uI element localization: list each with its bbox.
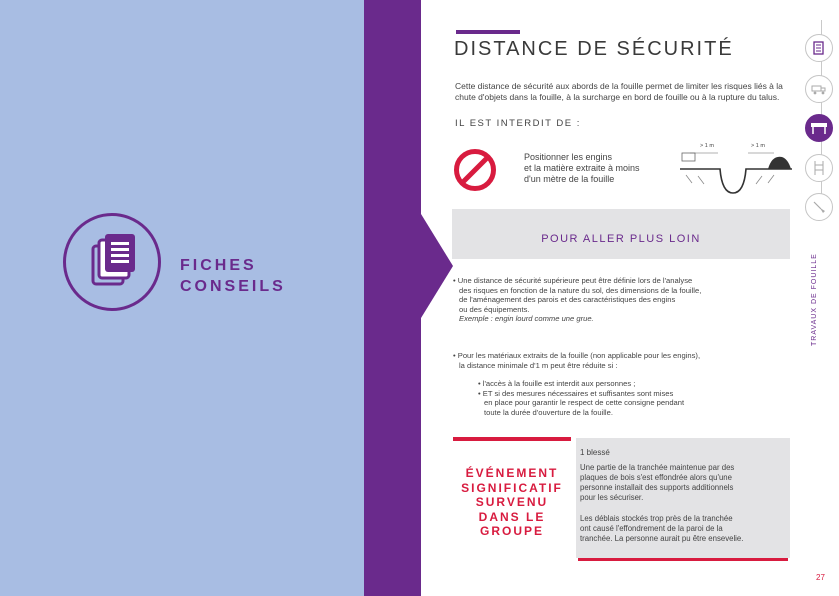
evt-line: SIGNIFICATIF — [461, 480, 563, 495]
nav-barrier[interactable] — [805, 114, 833, 142]
distance-label-left: > 1 m — [700, 143, 714, 149]
evenement-paragraph-1 — [580, 463, 780, 503]
interdit-text — [524, 152, 674, 185]
nav-shovel[interactable] — [805, 193, 833, 221]
interdit-line: d'un mètre de la fouille — [524, 174, 615, 184]
text-line: • Une distance de sécurité supérieure peut être définie lors de l'analyse — [453, 276, 693, 285]
nav-ladder[interactable] — [805, 154, 833, 182]
forbidden-icon — [453, 148, 497, 192]
trench-diagram — [678, 143, 794, 201]
text-line: tranchée. La personne aurait pu être ensevelie. — [580, 534, 744, 543]
evenement-bottom-accent — [578, 558, 788, 561]
shovel-nav-icon — [812, 200, 826, 214]
text-line: Exemple : engin lourd comme une grue. — [459, 314, 594, 324]
evt-line: SURVENU — [475, 495, 549, 509]
text-line: la distance minimale d'1 m peut être réduite si : — [459, 360, 618, 370]
document-nav-icon — [811, 40, 827, 56]
truck-nav-icon — [811, 83, 827, 95]
fiches-line1: FICHES — [180, 257, 257, 274]
blesse-count: 1 blessé — [580, 448, 610, 457]
left-panel — [0, 0, 364, 596]
text-line: Une partie de la tranchée maintenue par des — [580, 463, 735, 472]
fiches-conseils-label — [180, 255, 286, 297]
intro-line: chute d'objets dans la fouille, à la surcharge en bord de fouille ou à la rupture du talus. — [455, 92, 780, 102]
interdit-heading: IL EST INTERDIT DE : — [455, 118, 581, 129]
section-label-vertical: TRAVAUX DE FOUILLE — [811, 253, 818, 346]
text-line: pour les sécuriser. — [580, 493, 644, 502]
text-line: Les déblais stockés trop près de la tranchée — [580, 514, 733, 523]
sub-bullets — [478, 379, 778, 417]
page-title: DISTANCE DE SÉCURITÉ — [454, 38, 734, 60]
bullet-1 — [453, 276, 783, 324]
intro-text — [455, 81, 790, 103]
ladder-nav-icon — [812, 160, 826, 176]
evt-line: ÉVÉNEMENT — [465, 466, 559, 480]
evenement-paragraph-2 — [580, 514, 780, 544]
text-line: en place pour garantir le respect de cette consigne pendant — [484, 398, 685, 408]
text-line: personne installait des supports additionnels — [580, 483, 734, 492]
text-line: de l'aménagement des parois et des caractéristiques des engins — [459, 295, 676, 305]
interdit-line: Positionner les engins — [524, 152, 613, 162]
evt-line: GROUPE — [479, 524, 544, 538]
text-line: des risques en fonction de la nature du sol, des dimensions de la fouille, — [459, 285, 702, 295]
text-line: • Pour les matériaux extraits de la fouille (non applicable pour les engins), — [453, 351, 701, 360]
text-line: • l'accès à la fouille est interdit aux personnes ; — [478, 379, 636, 388]
text-line: plaques de bois s'est effondrée alors qu'une — [580, 473, 732, 482]
text-line: • ET si des mesures nécessaires et suffisantes sont mises — [478, 388, 674, 398]
documents-icon — [63, 213, 161, 311]
evt-line: DANS LE — [478, 509, 546, 524]
fiches-line2: CONSEILS — [180, 278, 286, 295]
text-line: ou des équipements. — [459, 304, 530, 314]
arrow-shape — [421, 214, 453, 318]
purple-band — [364, 0, 421, 596]
barrier-nav-icon — [810, 121, 828, 135]
title-accent — [456, 30, 520, 34]
interdit-line: et la matière extraite à moins — [524, 163, 640, 173]
evenement-title — [453, 466, 571, 539]
nav-document[interactable] — [805, 34, 833, 62]
intro-line: Cette distance de sécurité aux abords de la fouille permet de limiter les risques liés à la — [455, 81, 783, 91]
nav-truck[interactable] — [805, 75, 833, 103]
bullet-2 — [453, 351, 783, 370]
page-number: 27 — [816, 573, 825, 582]
text-line: ont causé l'effondrement de la paroi de la — [580, 524, 723, 533]
distance-label-right: > 1 m — [751, 143, 765, 149]
plus-loin-title: POUR ALLER PLUS LOIN — [541, 233, 701, 245]
evenement-accent — [453, 437, 571, 441]
text-line: toute la durée d'ouverture de la fouille. — [484, 407, 613, 417]
